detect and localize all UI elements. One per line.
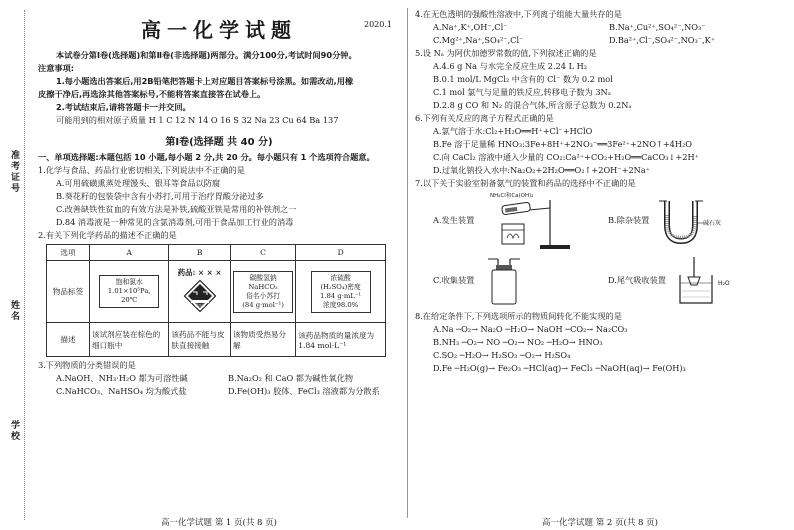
margin-label-exam-id: 准考证号 [9,150,19,194]
q7-apparatus-grid [433,190,783,310]
q1-option-d: D.84 消毒液是一种常见的含氯消毒剂,可用于食品加工行业的消毒 [56,217,294,227]
label-a [99,275,159,308]
q2-table [46,244,386,357]
question-4: 4.在无色透明的强酸性溶液中,下列离子组能大量共存的是 [415,9,622,19]
q7-cell-d [608,250,783,310]
desc-b: 该药品不能与皮肤直接接触 [169,323,231,357]
label-c-line4: (84 g·mol⁻¹) [242,300,284,309]
q7d-label: H₂O [718,279,730,287]
q3-options-row2 [38,385,400,398]
q3-option-c: C.NaHCO₃、NaHSO₄ 均为酸式盐 [56,386,187,396]
collection-bottle-icon [480,253,540,308]
question-3: 3.下列物质的分类错误的是 [38,360,136,370]
q3-option-d: D.Fe(OH)₃ 胶体、FeCl₃ 溶液都为分散系 [228,386,380,396]
notice-title: 注意事项: [38,63,75,73]
label-b-drug: 药品: × × × [177,268,222,277]
table-header-d: D [296,245,386,261]
question-8: 8.在给定条件下,下列选项所示的物质间转化不能实现的是 [415,311,622,321]
q1-option-c: C.改善缺铁性贫血的有效方法是补铁,硫酸亚铁是常用的补铁剂之一 [56,204,297,214]
q5-option-a: A.4.6 g Na 与水完全反应生成 2.24 L H₂ [433,61,588,71]
absorption-beaker-icon [672,253,742,308]
binding-margin [0,0,30,530]
q7-option-a: A.发生装置 [433,214,475,225]
label-d-line1: 浓硫酸 [330,273,351,282]
label-a-line1: 饱和氯水 [115,278,143,286]
q7-option-d: D.尾气吸收装置 [608,274,666,285]
page-title: 高一化学试题 [141,18,297,42]
page-1-footer: 高一化学试题 第 1 页(共 8 页) [161,518,277,528]
q4-option-b: B.Na⁺,Cu²⁺,SO₄²⁻,NO₃⁻ [609,22,706,32]
q8-option-d: D.Fe ─H₂O(g)→ Fe₂O₃ ─HCl(aq)→ FeCl₃ ─NaOH(aq)→ Fe(OH)₃ [433,363,686,373]
q8-option-b: B.NH₃ ─O₂→ NO ─O₂→ NO₂ ─H₂O→ HNO₃ [433,337,603,347]
table-header-option: 选项 [47,245,90,261]
margin-label-name: 姓名 [9,300,19,322]
q4-options-row2 [415,34,785,47]
section-instructions: 一、单项选择题:本题包括 10 小题,每小题 2 分,共 20 分。每小题只有 1 个选项符合题意。 [38,152,375,162]
table-row-desc-header: 描述 [47,323,90,357]
q7-option-c: C.收集装置 [433,274,475,285]
q7-top-label: NH₄Cl和Ca(OH)₂ [490,193,534,199]
label-c-line3: 俗名小苏打 [246,291,281,300]
q7-cell-c [433,250,608,310]
binding-line [24,10,25,520]
q6-option-a: A.氯气溶于水:Cl₂+H₂O══H⁺+Cl⁻+HClO [433,126,593,136]
label-d-line2: (H₂SO₄)密度 [320,282,361,291]
q5-option-d: D.2.8 g CO 和 N₂ 的混合气体,所含原子总数为 0.2Nₐ [433,100,632,110]
u-tube-icon [655,193,725,248]
corrosive-sign-text: 腐蚀品 [194,303,205,308]
q1-option-a: A.可用硫磺熏蒸处理馒头、银耳等食品以防腐 [56,178,221,188]
table-header-a: A [90,245,169,261]
q6-option-d: D.过氧化钠投入水中:Na₂O₂+2H₂O══O₂↑+2OH⁻+2Na⁺ [433,165,651,175]
q4-option-a: A.Na⁺,K⁺,OH⁻,Cl⁻ [433,22,508,32]
exam-date: 2020.1 [364,20,392,29]
q4-options-row1 [415,21,785,34]
atomic-masses: 可能用到的相对原子质量 H 1 C 12 N 14 O 16 S 32 Na 23 Cu 64 Ba 137 [56,115,339,125]
q1-option-b: B.葵花籽的包装袋中含有小苏打,可用于治疗胃酸分泌过多 [56,191,264,201]
desc-c: 该物质受热易分解 [230,323,295,357]
q8-option-a: A.Na ─O₂→ Na₂O ─H₂O→ NaOH ─CO₂→ Na₂CO₃ [433,324,628,334]
q3-option-b: B.Na₂O₂ 和 CaO 都为碱性氧化物 [228,373,354,383]
q7-cell-a [433,190,608,250]
page-1 [38,8,400,528]
q5-option-c: C.1 mol 氯气与足量的铁反应,转移电子数为 3Nₐ [433,87,611,97]
page-2 [415,8,785,528]
q4-option-d: D.Ba²⁺,Cl⁻,SO₄²⁻,NO₃⁻,K⁺ [609,35,716,45]
q6-option-c: C.向 CaCl₂ 溶液中通入少量的 CO₂:Ca²⁺+CO₂+H₂O══CaCO₃↓+2H⁺ [433,152,699,162]
q8-option-c: C.SO₂ ─H₂O→ H₂SO₃ ─O₂→ H₂SO₄ [433,350,571,360]
label-a-cell [90,261,169,323]
label-b-cell [169,261,231,323]
q6-option-b: B.Fe 溶于足量稀 HNO₃:3Fe+8H⁺+2NO₃⁻══3Fe²⁺+2NO↑+4H₂O [433,139,693,149]
question-7: 7.以下关于实验室制备氨气的装置和药品的选择中不正确的是 [415,178,636,188]
q7-cell-b [608,190,783,250]
label-c-line1: 碳酸氢钠 [249,273,277,282]
table-header-b: B [169,245,231,261]
desc-a: 该试剂应装在棕色的细口瓶中 [90,323,169,357]
question-5: 5.设 Nₐ 为阿伏加德罗常数的值,下列叙述正确的是 [415,48,597,58]
label-d-line4: 浓度98.0% [323,300,359,309]
notice-2: 2.考试结束后,请将答题卡一并交回。 [56,102,191,112]
q3-options-row1 [38,372,400,385]
notice-1b: 皮擦干净后,再选涂其他答案标号,不能将答案直接答在试卷上。 [38,89,266,99]
intro-text: 本试卷分第Ⅰ卷(选择题)和第Ⅱ卷(非选择题)两部分。满分100分,考试时间90分钟。 [56,50,357,60]
q3-option-a: A.NaOH、NH₃·H₂O 都为可溶性碱 [56,373,188,383]
question-1: 1.化学与食品、药品行业密切相关,下列说法中不正确的是 [38,165,245,175]
label-c-cell [230,261,295,323]
page-divider [407,8,408,518]
notice-1a: 1.每小题选出答案后,用2B铅笔把答题卡上对应题目答案标号涂黑。如需改动,用橡 [56,76,354,86]
label-a-line3: 20℃ [121,296,138,304]
label-c [233,271,293,313]
label-d [311,271,371,313]
table-row-label-header: 物品标签 [47,261,90,323]
desc-d: 该药品物质的量浓度为 1.84 mol·L⁻¹ [296,323,386,357]
q5-option-b: B.0.1 mol/L MgCl₂ 中含有的 Cl⁻ 数为 0.2 mol [433,74,613,84]
table-header-c: C [230,245,295,261]
label-d-line3: 1.84 g·mL⁻¹ [320,291,362,300]
label-a-line2: 1.01×10⁵Pa, [107,287,151,295]
question-2: 2.有关下列化学药品的描述不正确的是 [38,230,177,240]
q7b-label: 碱石灰 [703,219,722,227]
margin-label-school: 学校 [9,420,19,442]
page-2-footer: 高一化学试题 第 2 页(共 8 页) [542,518,658,528]
corrosive-icon [182,278,218,314]
generator-apparatus-icon [480,190,575,250]
label-c-line2: NaHCO₃ [248,282,278,291]
label-d-cell [296,261,386,323]
question-6: 6.下列有关反应的离子方程式正确的是 [415,113,554,123]
q4-option-c: C.Mg²⁺,Na⁺,SO₄²⁻,Cl⁻ [433,35,524,45]
q7-option-b: B.除杂装置 [608,214,650,225]
section-title: 第Ⅰ卷(选择题 共 40 分) [165,137,273,148]
